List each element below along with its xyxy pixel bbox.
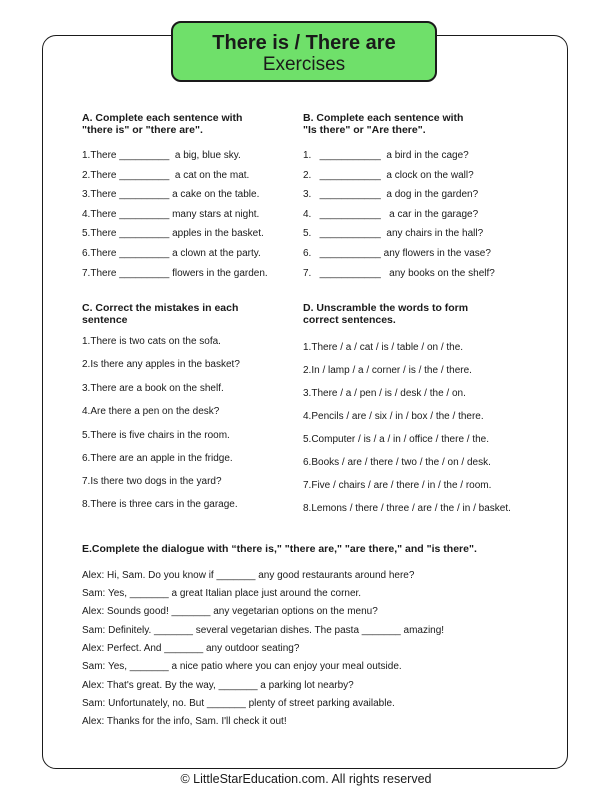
list-item: 1.There / a / cat / is / table / on / the. <box>303 342 464 353</box>
list-item: 7.There _________ flowers in the garden. <box>82 268 268 279</box>
list-item: 1. ___________ a bird in the cage? <box>303 150 469 161</box>
list-item: 6.Books / are / there / two / the / on / desk. <box>303 457 491 468</box>
dialogue-line: Alex: Sounds good! _______ any vegetarian options on the menu? <box>82 606 378 617</box>
section-e-heading: E.Complete the dialogue with “there is," "there are," "are there," and "is there". <box>82 543 477 555</box>
list-item: 2.In / lamp / a / corner / is / the / there. <box>303 365 472 376</box>
list-item: 4.Pencils / are / six / in / box / the / there. <box>303 411 484 422</box>
list-item: 1.There _________ a big, blue sky. <box>82 150 241 161</box>
list-item: 1.There is two cats on the sofa. <box>82 336 221 347</box>
list-item: 5.There is five chairs in the room. <box>82 430 230 441</box>
list-item: 3. ___________ a dog in the garden? <box>303 189 479 200</box>
list-item: 8.Lemons / there / three / are / the / in / basket. <box>303 503 511 514</box>
list-item: 7.Is there two dogs in the yard? <box>82 476 222 487</box>
page-subtitle: Exercises <box>262 54 346 75</box>
title-box <box>171 21 437 82</box>
dialogue-line: Sam: Definitely. _______ several vegetarian dishes. The pasta _______ amazing! <box>82 625 445 636</box>
dialogue-line: Alex: Hi, Sam. Do you know if _______ any good restaurants around here? <box>82 570 415 581</box>
list-item: 2.Is there any apples in the basket? <box>82 359 240 370</box>
dialogue-line: Alex: Thanks for the info, Sam. I'll check it out! <box>82 716 287 727</box>
copyright-footer: © LittleStarEducation.com. All rights reserved <box>180 772 432 786</box>
list-item: 5. ___________ any chairs in the hall? <box>303 228 484 239</box>
list-item: 5.Computer / is / a / in / office / there / the. <box>303 434 490 445</box>
list-item: 6.There are an apple in the fridge. <box>82 453 233 464</box>
dialogue-line: Alex: Perfect. And _______ any outdoor seating? <box>82 643 300 654</box>
list-item: 4.There _________ many stars at night. <box>82 209 260 220</box>
dialogue-line: Sam: Yes, _______ a nice patio where you can enjoy your meal outside. <box>82 661 402 672</box>
list-item: 3.There are a book on the shelf. <box>82 383 224 394</box>
worksheet-frame <box>42 35 568 769</box>
section-c-heading: C. Correct the mistakes in each sentence <box>82 302 239 326</box>
list-item: 8.There is three cars in the garage. <box>82 499 238 510</box>
dialogue-line: Alex: That's great. By the way, _______ a parking lot nearby? <box>82 680 354 691</box>
list-item: 3.There / a / pen / is / desk / the / on. <box>303 388 466 399</box>
list-item: 4. ___________ a car in the garage? <box>303 209 479 220</box>
list-item: 7.Five / chairs / are / there / in / the / room. <box>303 480 492 491</box>
list-item: 7. ___________ any books on the shelf? <box>303 268 495 279</box>
list-item: 6. ___________ any flowers in the vase? <box>303 248 491 259</box>
dialogue-line: Sam: Yes, _______ a great Italian place just around the corner. <box>82 588 362 599</box>
list-item: 2.There _________ a cat on the mat. <box>82 170 250 181</box>
list-item: 4.Are there a pen on the desk? <box>82 406 220 417</box>
section-a-heading: A. Complete each sentence with "there is" or "there are". <box>82 112 243 136</box>
page-title: There is / There are <box>212 32 396 54</box>
section-b-heading: B. Complete each sentence with "Is there" or "Are there". <box>303 112 464 136</box>
list-item: 6.There _________ a clown at the party. <box>82 248 261 259</box>
list-item: 5.There _________ apples in the basket. <box>82 228 264 239</box>
list-item: 3.There _________ a cake on the table. <box>82 189 260 200</box>
section-d-heading: D. Unscramble the words to form correct sentences. <box>303 302 469 326</box>
dialogue-line: Sam: Unfortunately, no. But _______ plenty of street parking available. <box>82 698 395 709</box>
list-item: 2. ___________ a clock on the wall? <box>303 170 474 181</box>
